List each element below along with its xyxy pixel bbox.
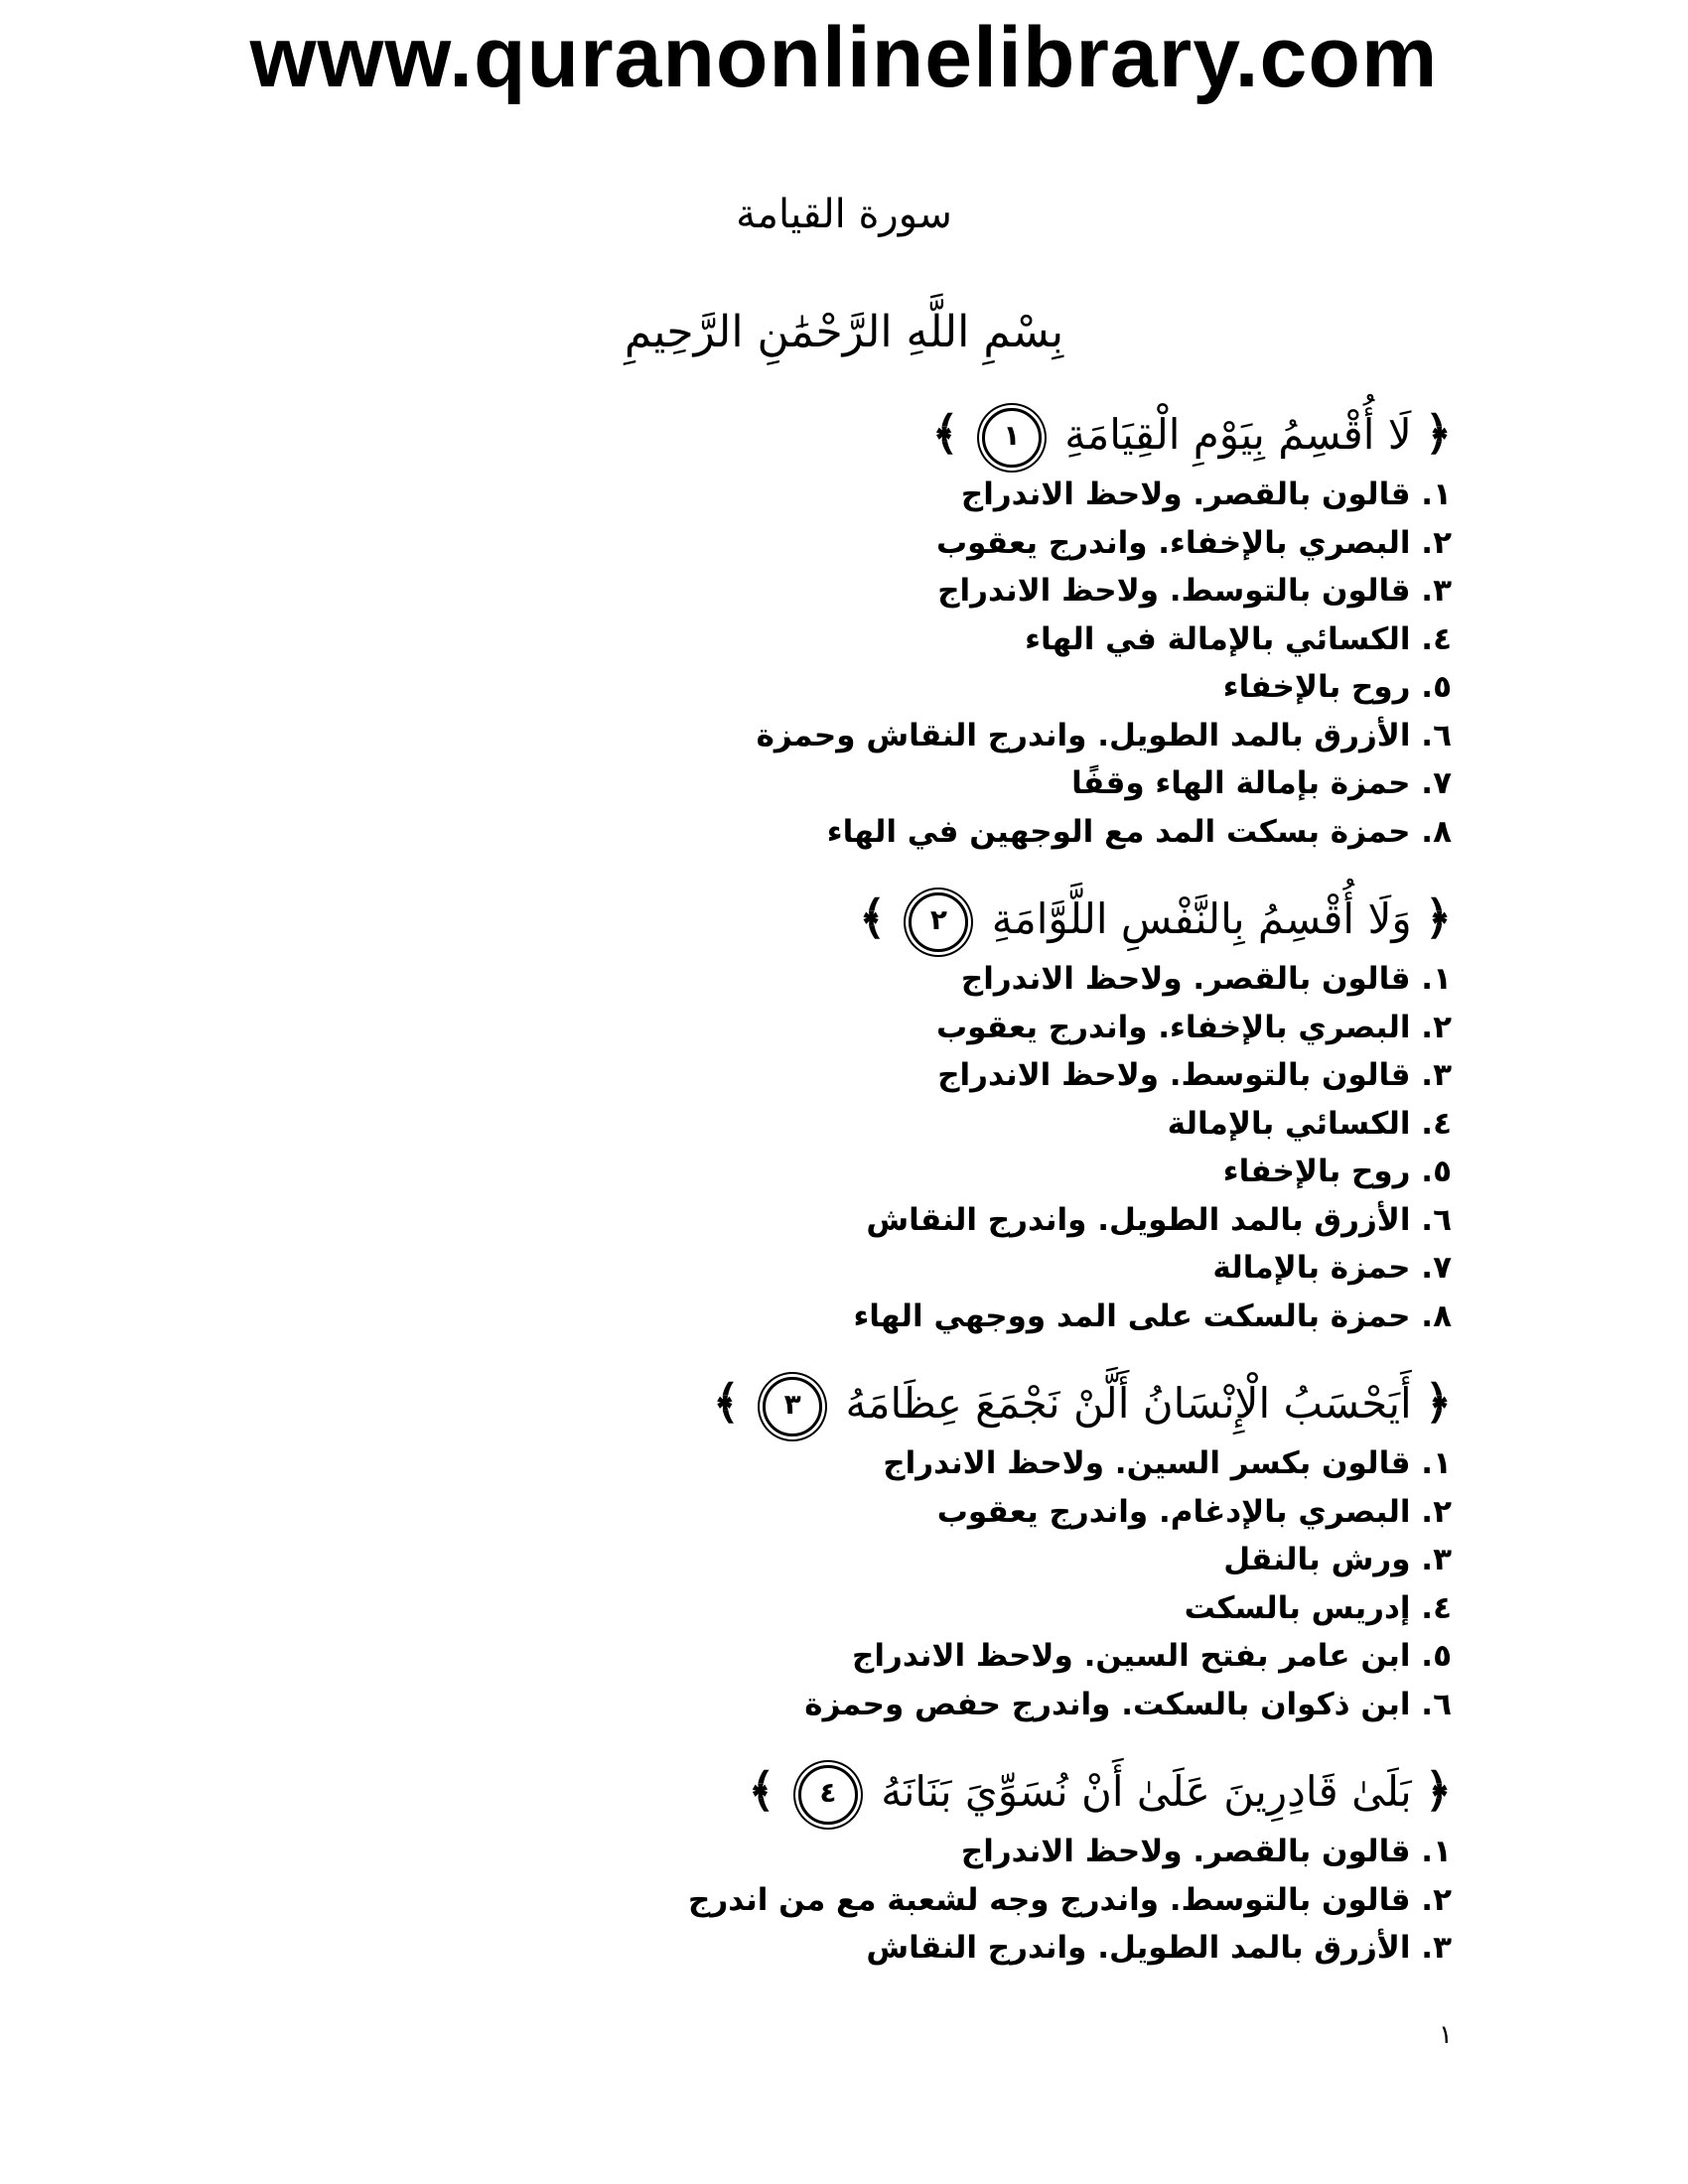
list-item: ١. قالون بالقصر. ولاحظ الاندراج <box>960 477 1452 512</box>
list-item: ١. قالون بالقصر. ولاحظ الاندراج <box>960 961 1452 997</box>
list-item: ٢. البصري بالإخفاء. واندرج يعقوب <box>936 1009 1452 1045</box>
ayah-verse <box>260 395 1452 471</box>
readings-list <box>260 1439 1452 1728</box>
list-item: ٢. البصري بالإدغام. واندرج يعقوب <box>936 1493 1452 1530</box>
list-item: ٦. ابن ذكوان بالسكت. واندرج حفص وحمزة <box>804 1686 1452 1722</box>
list-item: ٥. ابن عامر بفتح السين. ولاحظ الاندراج <box>852 1638 1452 1674</box>
ayah-verse <box>260 1752 1452 1828</box>
ayah-number-marker: ٢ <box>909 892 968 952</box>
ornate-open-bracket: ﴿ <box>1425 1375 1452 1429</box>
list-item: ٣. قالون بالتوسط. ولاحظ الاندراج <box>937 1057 1452 1093</box>
list-item: ٤. الكسائي بالإمالة <box>1167 1105 1452 1142</box>
ornate-close-bracket: ﴾ <box>931 406 959 460</box>
ayah-block-3 <box>260 1364 1452 1728</box>
list-item: ٢. البصري بالإخفاء. واندرج يعقوب <box>936 524 1452 561</box>
list-item: ٣. الأزرق بالمد الطويل. واندرج النقاش <box>866 1930 1452 1966</box>
site-url-header: www.quranonlinelibrary.com <box>249 10 1439 105</box>
list-item: ٦. الأزرق بالمد الطويل. واندرج النقاش <box>866 1201 1452 1238</box>
list-item: ٨. حمزة بالسكت على المد ووجهي الهاء <box>853 1297 1452 1334</box>
ayah-number-marker: ٣ <box>763 1377 822 1436</box>
ayah-number-marker: ٤ <box>798 1765 858 1825</box>
ayah-verse <box>260 880 1452 955</box>
list-item: ٤. الكسائي بالإمالة في الهاء <box>1025 620 1452 657</box>
ayah-text: بَلَىٰ قَادِرِينَ عَلَىٰ أَنْ نُسَوِّيَ بَنَانَهُ <box>881 1767 1412 1816</box>
list-item: ٧. حمزة بالإمالة <box>1212 1250 1452 1286</box>
surah-title: سورة القيامة <box>736 192 952 237</box>
ayah-block-4 <box>260 1752 1452 1973</box>
readings-list <box>260 471 1452 856</box>
list-item: ٥. روح بالإخفاء <box>1222 669 1452 705</box>
ornate-close-bracket: ﴾ <box>748 1763 775 1817</box>
ayah-block-1 <box>260 395 1452 856</box>
ornate-open-bracket: ﴿ <box>1425 1763 1452 1817</box>
ayah-verse <box>260 1364 1452 1439</box>
ayah-number-marker: ١ <box>982 408 1042 468</box>
ayah-text: أَيَحْسَبُ الْإِنْسَانُ أَلَّنْ نَجْمَعَ عِظَامَهُ <box>845 1379 1412 1428</box>
list-item: ١. قالون بالقصر. ولاحظ الاندراج <box>960 1834 1452 1869</box>
ornate-close-bracket: ﴾ <box>859 890 887 944</box>
list-item: ١. قالون بكسر السين. ولاحظ الاندراج <box>883 1445 1452 1481</box>
ornate-close-bracket: ﴾ <box>712 1375 740 1429</box>
ayah-text: لَا أُقْسِمُ بِيَوْمِ الْقِيَامَةِ <box>1064 410 1412 459</box>
list-item: ٥. روح بالإخفاء <box>1222 1154 1452 1189</box>
list-item: ٨. حمزة بسكت المد مع الوجهين في الهاء <box>826 813 1452 850</box>
list-item: ٧. حمزة بإمالة الهاء وقفًا <box>1071 765 1452 801</box>
ornate-open-bracket: ﴿ <box>1425 406 1452 460</box>
ayah-block-2 <box>260 880 1452 1340</box>
list-item: ٣. ورش بالنقل <box>1223 1542 1452 1577</box>
readings-list <box>260 1828 1452 1973</box>
list-item: ٤. إدريس بالسكت <box>1184 1589 1452 1626</box>
basmala: بِسْمِ اللَّهِ الرَّحْمَٰنِ الرَّحِيمِ <box>624 307 1064 357</box>
list-item: ٣. قالون بالتوسط. ولاحظ الاندراج <box>937 573 1452 609</box>
list-item: ٢. قالون بالتوسط. واندرج وجه لشعبة مع من اندرج <box>688 1881 1452 1918</box>
ayah-text: وَلَا أُقْسِمُ بِالنَّفْسِ اللَّوَّامَةِ <box>991 894 1412 943</box>
ornate-open-bracket: ﴿ <box>1425 890 1452 944</box>
list-item: ٦. الأزرق بالمد الطويل. واندرج النقاش وحمزة <box>756 717 1452 753</box>
ayah-list <box>260 395 1452 1996</box>
page-number: ١ <box>1439 2020 1453 2050</box>
readings-list <box>260 955 1452 1340</box>
